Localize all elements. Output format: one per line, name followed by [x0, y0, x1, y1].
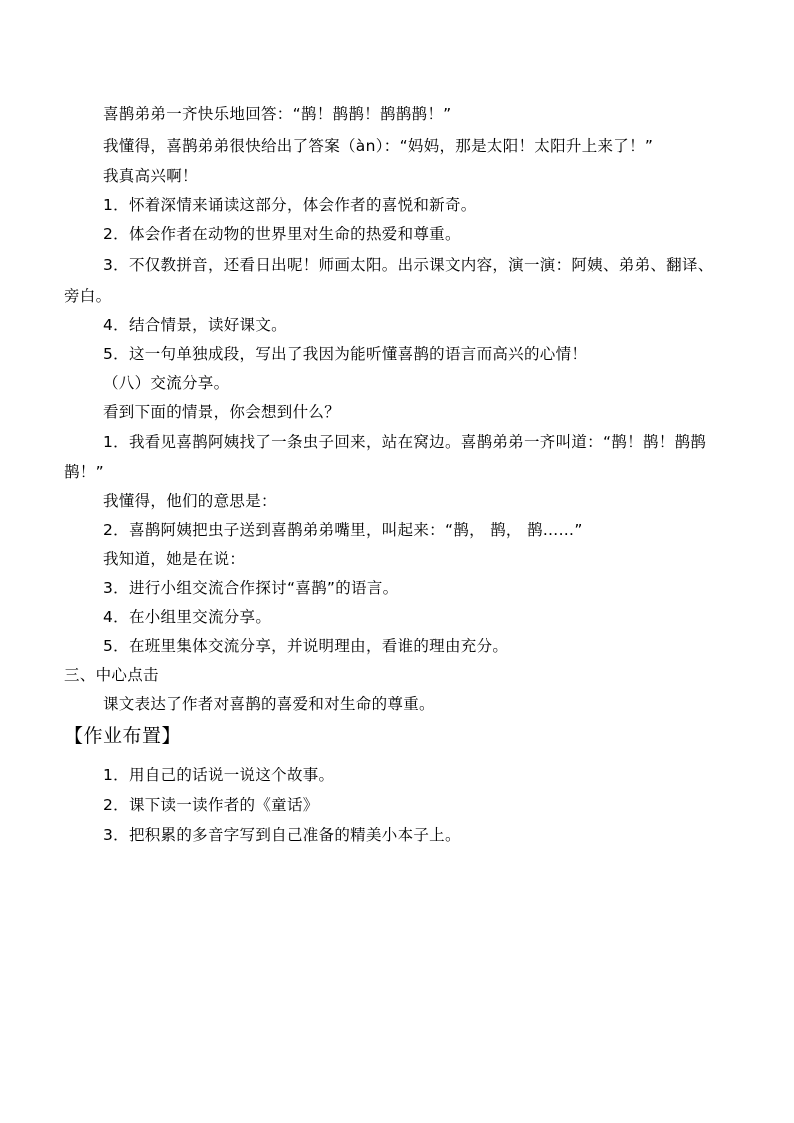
list-item: 1．我看见喜鹊阿姨找了一条虫子回来，站在窝边。喜鹊弟弟一齐叫道：“鹊！鹊！鹊鹊	[103, 433, 707, 451]
list-item: 2．体会作者在动物的世界里对生命的热爱和尊重。	[103, 225, 461, 243]
homework-item: 3．把积累的多音字写到自己准备的精美小本子上。	[103, 826, 461, 844]
list-item: 4．在小组里交流分享。	[103, 608, 272, 626]
subsection-title: （八）交流分享。	[103, 374, 230, 392]
list-item: 2．喜鹊阿姨把虫子送到喜鹊弟弟嘴里，叫起来：“鹊， 鹊， 鹊……”	[103, 521, 583, 539]
list-item: 5．这一句单独成段，写出了我因为能听懂喜鹊的语言而高兴的心情！	[103, 345, 588, 363]
homework-item: 2．课下读一读作者的《童话》	[103, 796, 319, 814]
paragraph-line: 我懂得，喜鹊弟弟很快给出了答案（àn）：“妈妈，那是太阳！太阳升上来了！”	[103, 137, 654, 155]
list-item-continuation: 旁白。	[64, 287, 112, 305]
list-item: 3．不仅教拼音，还看日出呢！师画太阳。出示课文内容，演一演：阿姨、弟弟、翻译、	[103, 256, 714, 274]
paragraph-line: 课文表达了作者对喜鹊的喜爱和对生命的尊重。	[103, 695, 435, 713]
list-item: 4．结合情景，读好课文。	[103, 316, 287, 334]
list-item: 5．在班里集体交流分享，并说明理由，看谁的理由充分。	[103, 637, 509, 655]
paragraph-line: 喜鹊弟弟一齐快乐地回答：“鹊！鹊鹊！鹊鹊鹊！”	[103, 105, 452, 123]
paragraph-line: 我懂得，他们的意思是：	[103, 492, 277, 510]
paragraph-line: 我真高兴啊！	[103, 167, 198, 185]
homework-heading: 【作业布置】	[64, 725, 182, 747]
paragraph-line: 我知道，她是在说：	[103, 550, 246, 568]
section-title: 三、中心点击	[64, 666, 159, 684]
list-item: 3．进行小组交流合作探讨“喜鹊”的语言。	[103, 579, 399, 597]
homework-item: 1．用自己的话说一说这个故事。	[103, 766, 335, 784]
list-item-continuation: 鹊！”	[64, 463, 104, 481]
list-item: 1．怀着深情来诵读这部分，体会作者的喜悦和新奇。	[103, 196, 477, 214]
paragraph-line: 看到下面的情景，你会想到什么？	[103, 403, 341, 421]
